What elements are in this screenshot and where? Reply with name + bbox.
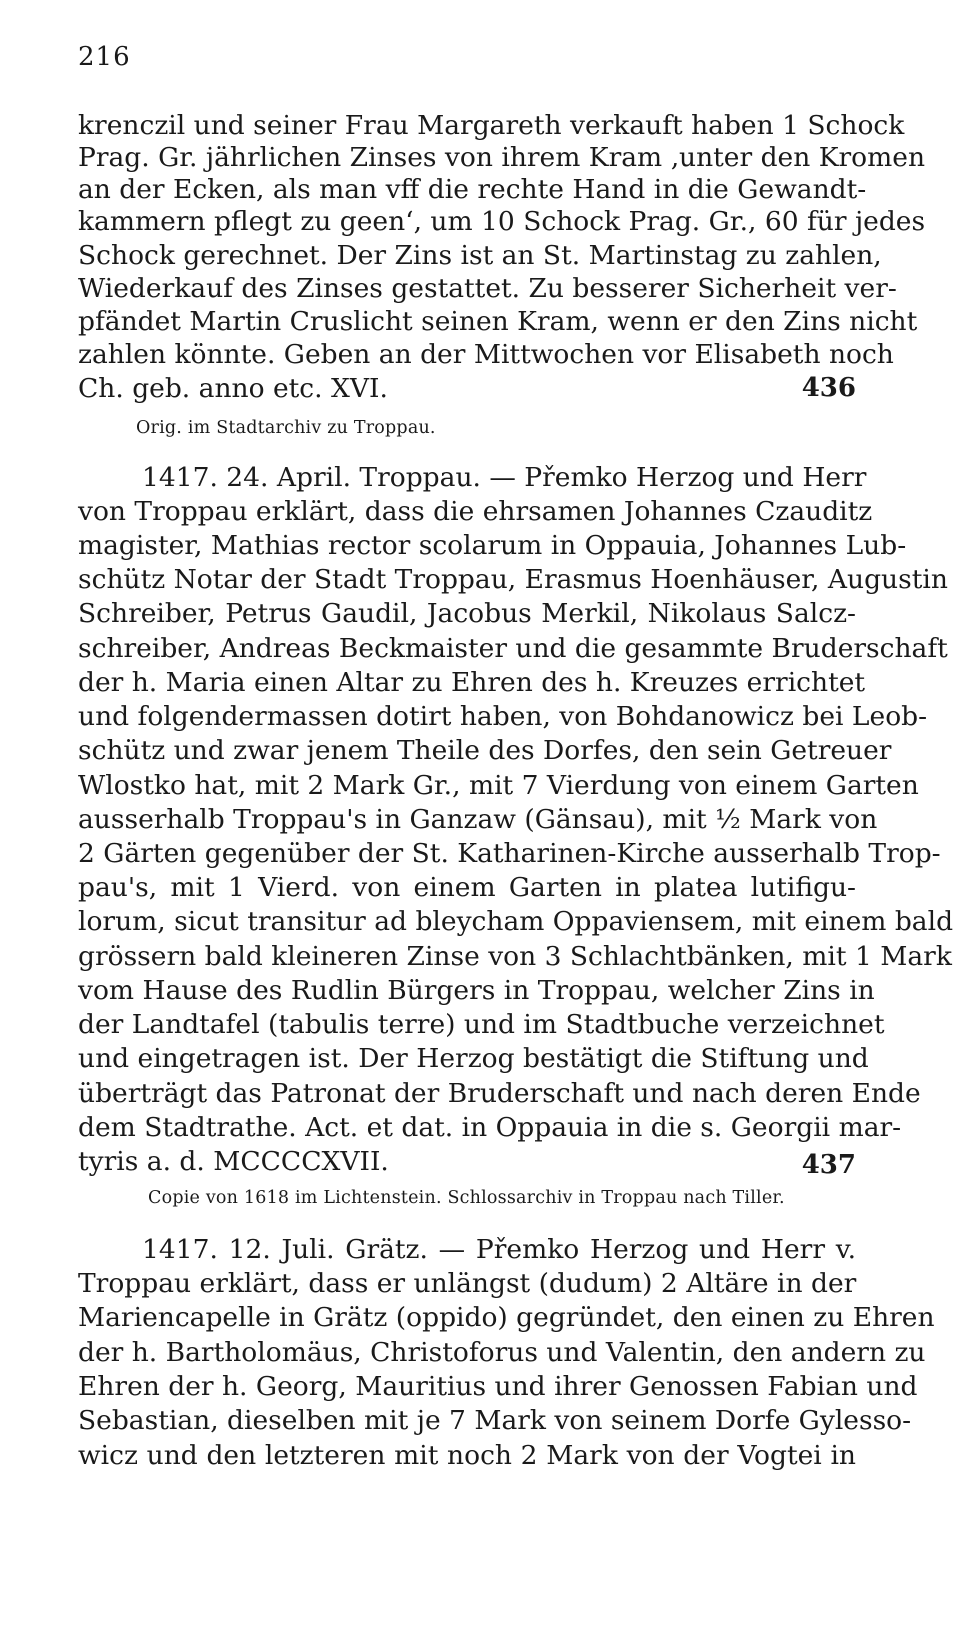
text-line: schreiber, Andreas Beckmaister und die gesammte Bruderschaft [78, 633, 948, 664]
text-line: magister, Mathias rector scolarum in Oppauia, Johannes Lub- [78, 530, 907, 561]
text-line: ausserhalb Troppau's in Ganzaw (Gänsau), mit ½ Mark von [78, 804, 878, 835]
text-line: der Landtafel (tabulis terre) und im Stadtbuche verzeichnet [78, 1009, 885, 1040]
text-line: der h. Maria einen Altar zu Ehren des h. Kreuzes errichtet [78, 667, 866, 698]
text-line: schütz und zwar jenem Theile des Dorfes, den sein Getreuer [78, 735, 892, 766]
text-line: Ehren der h. Georg, Mauritius und ihrer Genossen Fabian und [78, 1371, 918, 1402]
text-line: kammern pflegt zu geen‘, um 10 Schock Prag. Gr., 60 für jedes [78, 206, 926, 237]
text-line: schütz Notar der Stadt Troppau, Erasmus Hoenhäuser, Augustin [78, 564, 948, 595]
text-line: Wlostko hat, mit 2 Mark Gr., mit 7 Vierdung von einem Garten [78, 770, 919, 801]
text-line: zahlen könnte. Geben an der Mittwochen vor Elisabeth noch [78, 339, 894, 370]
text-line: krenczil und seiner Frau Margareth verkauft haben 1 Schock [78, 110, 905, 141]
text-line: dem Stadtrathe. Act. et dat. in Oppauia in die s. Georgii mar- [78, 1112, 902, 1143]
text-line: pau's, mit 1 Vierd. von einem Garten in platea lutifigu- [78, 872, 856, 903]
text-line: von Troppau erklärt, dass die ehrsamen Johannes Czauditz [78, 496, 873, 527]
text-line: pfändet Martin Cruslicht seinen Kram, wenn er den Zins nicht [78, 306, 918, 337]
text-line: an der Ecken, als man vff die rechte Hand in die Gewandt- [78, 174, 867, 205]
text-line: und eingetragen ist. Der Herzog bestätigt die Stiftung und [78, 1043, 869, 1074]
text-line: Mariencapelle in Grätz (oppido) gegründet, den einen zu Ehren [78, 1302, 935, 1333]
entry-heading-line: 1417. 12. Juli. Grätz. — Přemko Herzog und Herr v. [142, 1234, 856, 1265]
source-note: Copie von 1618 im Lichtenstein. Schlossarchiv in Troppau nach Tiller. [148, 1188, 785, 1208]
source-note: Orig. im Stadtarchiv zu Troppau. [136, 418, 436, 438]
text-line: vom Hause des Rudlin Bürgers in Troppau, welcher Zins in [78, 975, 875, 1006]
text-line: Troppau erklärt, dass er unlängst (dudum) 2 Altäre in der [78, 1268, 857, 1299]
text-line: Schock gerechnet. Der Zins ist an St. Martinstag zu zahlen, [78, 240, 882, 271]
text-line: Sebastian, dieselben mit je 7 Mark von seinem Dorfe Gylesso- [78, 1405, 912, 1436]
text-line: tyris a. d. MCCCCXVII. [78, 1146, 389, 1177]
text-line: lorum, sicut transitur ad bleycham Oppaviensem, mit einem bald [78, 906, 954, 937]
page-number: 216 [78, 42, 131, 72]
entry-heading-line: 1417. 24. April. Troppau. — Přemko Herzog und Herr [142, 462, 867, 493]
text-line: grössern bald kleineren Zinse von 3 Schlachtbänken, mit 1 Mark [78, 941, 952, 972]
entry-number-436: 436 [801, 373, 856, 403]
text-line: Ch. geb. anno etc. XVI. [78, 373, 388, 404]
text-line: Schreiber, Petrus Gaudil, Jacobus Merkil, Nikolaus Salcz- [78, 598, 856, 629]
text-line: der h. Bartholomäus, Christoforus und Valentin, den andern zu [78, 1337, 926, 1368]
text-line: Wiederkauf des Zinses gestattet. Zu besserer Sicherheit ver- [78, 273, 897, 304]
text-line: Prag. Gr. jährlichen Zinses von ihrem Kram ‚unter den Kromen [78, 142, 926, 173]
text-line: wicz und den letzteren mit noch 2 Mark von der Vogtei in [78, 1440, 856, 1471]
text-line: 2 Gärten gegenüber der St. Katharinen-Kirche ausserhalb Trop- [78, 838, 941, 869]
text-line: und folgendermassen dotirt haben, von Bohdanowicz bei Leob- [78, 701, 928, 732]
text-line: überträgt das Patronat der Bruderschaft und nach deren Ende [78, 1078, 921, 1109]
entry-number-437: 437 [801, 1150, 856, 1180]
